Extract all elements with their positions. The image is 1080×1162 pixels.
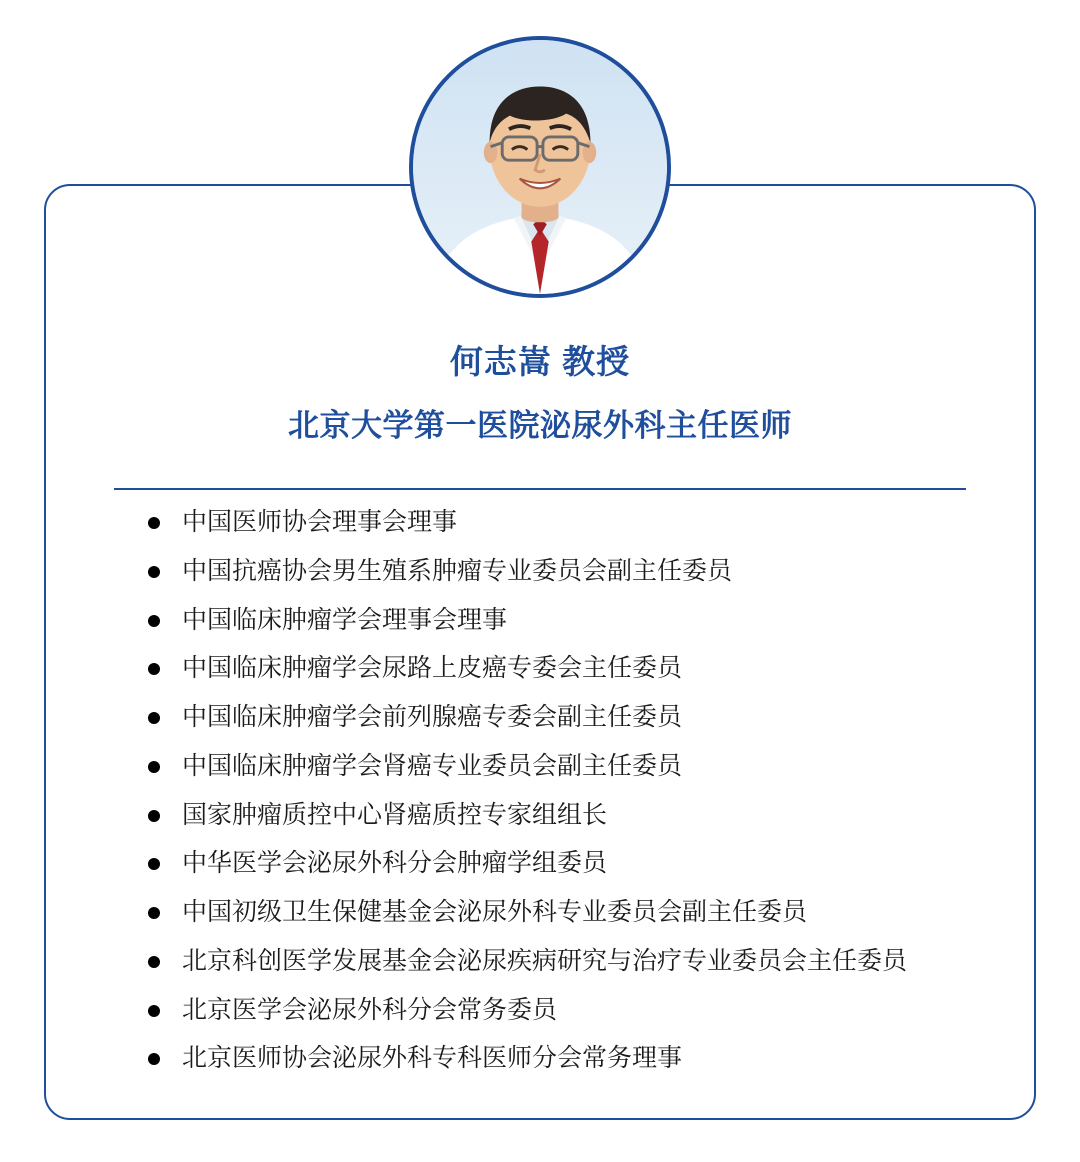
credential-item (142, 1044, 974, 1073)
avatar (409, 36, 671, 298)
credential-item (142, 996, 974, 1025)
bullet-icon (148, 956, 160, 968)
bullet-icon (148, 712, 160, 724)
bullet-icon (148, 663, 160, 675)
credential-label: 中国临床肿瘤学会理事会理事 (182, 605, 508, 634)
credential-item (142, 801, 974, 830)
credential-label: 中国初级卫生保健基金会泌尿外科专业委员会副主任委员 (182, 898, 808, 926)
doctor-title: 北京大学第一医院泌尿外科主任医师 (288, 408, 792, 443)
credential-label: 中国临床肿瘤学会前列腺癌专委会副主任委员 (182, 703, 683, 731)
profile-card (44, 184, 1036, 1120)
credential-label: 中国医师协会理事会理事 (182, 508, 458, 536)
credential-item (142, 654, 974, 683)
bullet-icon (148, 761, 160, 773)
bullet-icon (148, 1053, 160, 1065)
section-divider (114, 488, 966, 490)
credential-item (142, 947, 974, 976)
credential-item (142, 849, 974, 878)
credential-label: 中国临床肿瘤学会尿路上皮癌专委会主任委员 (182, 654, 683, 683)
credential-item (142, 606, 974, 635)
bullet-icon (148, 907, 160, 919)
bullet-icon (148, 615, 160, 627)
credentials-list (142, 508, 974, 1093)
bullet-icon (148, 810, 160, 822)
credential-item (142, 508, 974, 537)
bullet-icon (148, 858, 160, 870)
credential-item (142, 752, 974, 781)
credential-label: 北京医学会泌尿外科分会常务委员 (182, 995, 558, 1024)
credential-label: 中国临床肿瘤学会肾癌专业委员会副主任委员 (182, 751, 683, 780)
credential-label: 中国抗癌协会男生殖系肿瘤专业委员会副主任委员 (182, 556, 733, 585)
credential-label: 北京医师协会泌尿外科专科医师分会常务理事 (182, 1044, 683, 1073)
credential-item (142, 703, 974, 732)
bullet-icon (148, 1005, 160, 1017)
credential-label: 中华医学会泌尿外科分会肿瘤学组委员 (182, 849, 608, 878)
credential-item (142, 557, 974, 586)
credential-item (142, 898, 974, 927)
bullet-icon (148, 517, 160, 529)
doctor-name: 何志嵩 教授 (449, 343, 631, 380)
credential-label: 国家肿瘤质控中心肾癌质控专家组组长 (182, 800, 608, 829)
credential-label: 北京科创医学发展基金会泌尿疾病研究与治疗专业委员会主任委员 (182, 946, 908, 975)
bullet-icon (148, 566, 160, 578)
